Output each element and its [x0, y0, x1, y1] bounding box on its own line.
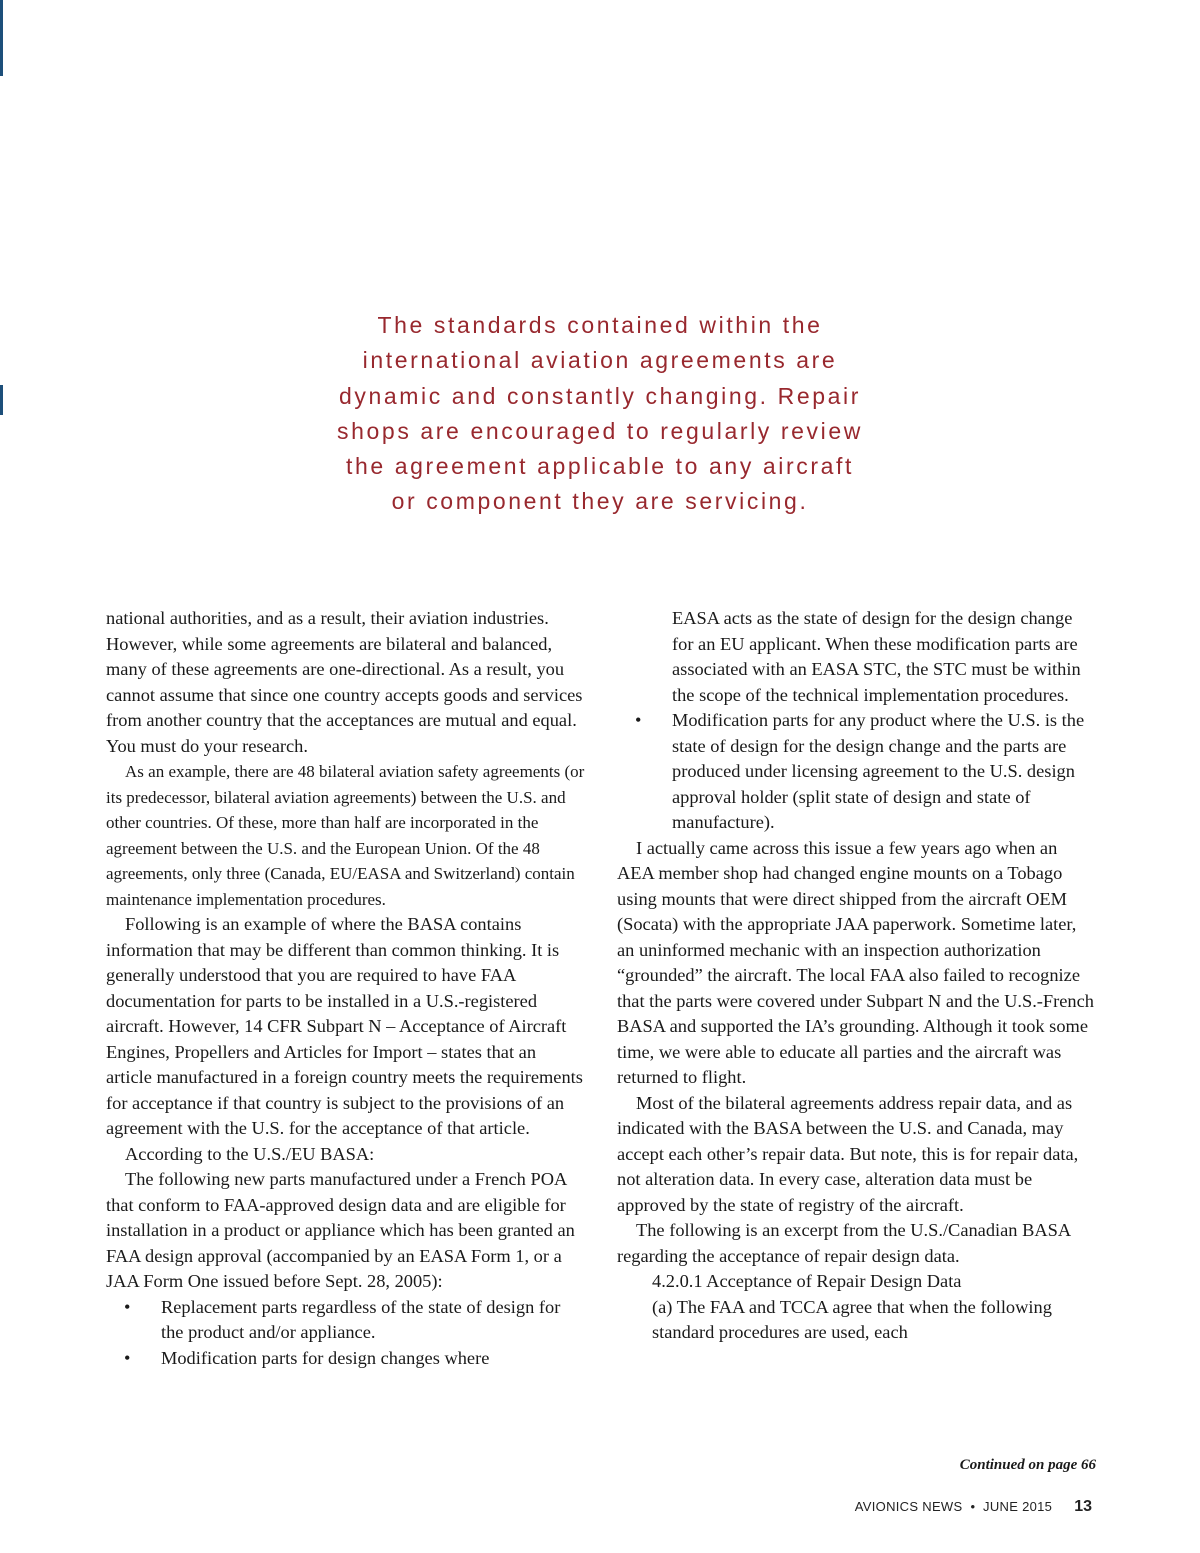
continued-note: Continued on page 66 [959, 1457, 1096, 1473]
excerpt-text: (a) The FAA and TCCA agree that when the following standard procedures are used, each [652, 1296, 1052, 1342]
right-column [617, 606, 1095, 1346]
bullet-item: • Modification parts for design changes where [106, 1346, 586, 1372]
page-footer [855, 1498, 1092, 1516]
bullet-continuation: EASA acts as the state of design for the design change for an EU applicant. When these modification parts are associated with an EASA STC, the STC must be within the scope of the technical implementation procedures. [672, 608, 1081, 705]
body-paragraph: The following new parts manufactured under a French POA that conform to FAA-approved design data and are eligible for installation in a product or appliance which has been granted an FAA design approval (accompanied by an EASA Form 1, or a JAA Form One issued before Sept. 28, 2005): [106, 1169, 575, 1291]
bullet-item: • Modification parts for any product where the U.S. is the state of design for the design change and the parts are produced under licensing agreement to the U.S. design approval holder (split state of design and state of manufacture). [617, 708, 1095, 836]
left-column [106, 606, 586, 1371]
bullet-list [106, 1295, 586, 1372]
edge-tab-marker [0, 385, 3, 415]
footer-separator: • [970, 1499, 976, 1514]
body-paragraph: I actually came across this issue a few years ago when an AEA member shop had changed engine mounts on a Tobago using mounts that were direct shipped from the aircraft OEM (Socata) with the appropriate JAA paperwork. Sometime later, an uninformed mechanic with an inspection authorization “grounded” the aircraft. The local FAA also failed to recognize that the parts were covered under Subpart N and the U.S.-French BASA and supported the IA’s grounding. Although it took some time, we were able to educate all parties and the aircraft was returned to flight. [617, 837, 1094, 1087]
body-paragraph: Following is an example of where the BASA contains information that may be different than common thinking. It is generally understood that you are required to have FAA documentation for parts to be installed in a U.S.-registered aircraft. However, 14 CFR Subpart N – Acceptance of Aircraft Engines, Propellers and Articles for Import – states that an article manufactured in a foreign country meets the requirements for acceptance if that country is subject to the provisions of an agreement with the U.S. for the acceptance of that article. [106, 914, 583, 1138]
body-paragraph: As an example, there are 48 bilateral aviation safety agreements (or its predecessor, bilateral aviation agreements) between the U.S. and other countries. Of these, more than half are incorporated in the agreement between the U.S. and the European Union. Of the 48 agreements, only three (Canada, EU/EASA and Switzerland) contain maintenance implementation procedures. [106, 762, 585, 909]
pull-quote: The standards contained within the international aviation agreements are dynamic and constantly changing. Repair shops are encouraged to regularly review the agreement applicable to any aircraft or component they are servicing. [337, 312, 863, 515]
body-paragraph: national authorities, and as a result, their aviation industries. However, while some agreements are bilateral and balanced, many of these agreements are one-directional. As a result, you cannot assume that since one country accepts goods and services from another country that the acceptances are mutual and equal. You must do your research. [106, 608, 583, 756]
edge-tab-marker [0, 0, 3, 76]
bullet-item: • Replacement parts regardless of the state of design for the product and/or appliance. [106, 1295, 586, 1346]
publication-name: AVIONICS NEWS [854, 1499, 963, 1514]
issue-date: JUNE 2015 [983, 1499, 1053, 1514]
bullet-list [617, 708, 1095, 836]
body-paragraph: According to the U.S./EU BASA: [125, 1143, 375, 1164]
excerpt-heading: 4.2.0.1 Acceptance of Repair Design Data [652, 1271, 962, 1291]
body-paragraph: Most of the bilateral agreements address repair data, and as indicated with the BASA between the U.S. and Canada, may accept each other’s repair data. But note, this is for repair data, not alteration data. In every case, alteration data must be approved by the state of registry of the aircraft. [617, 1092, 1079, 1215]
body-paragraph: The following is an excerpt from the U.S./Canadian BASA regarding the acceptance of repair design data. [617, 1220, 1071, 1266]
page-number: 13 [1074, 1498, 1092, 1515]
